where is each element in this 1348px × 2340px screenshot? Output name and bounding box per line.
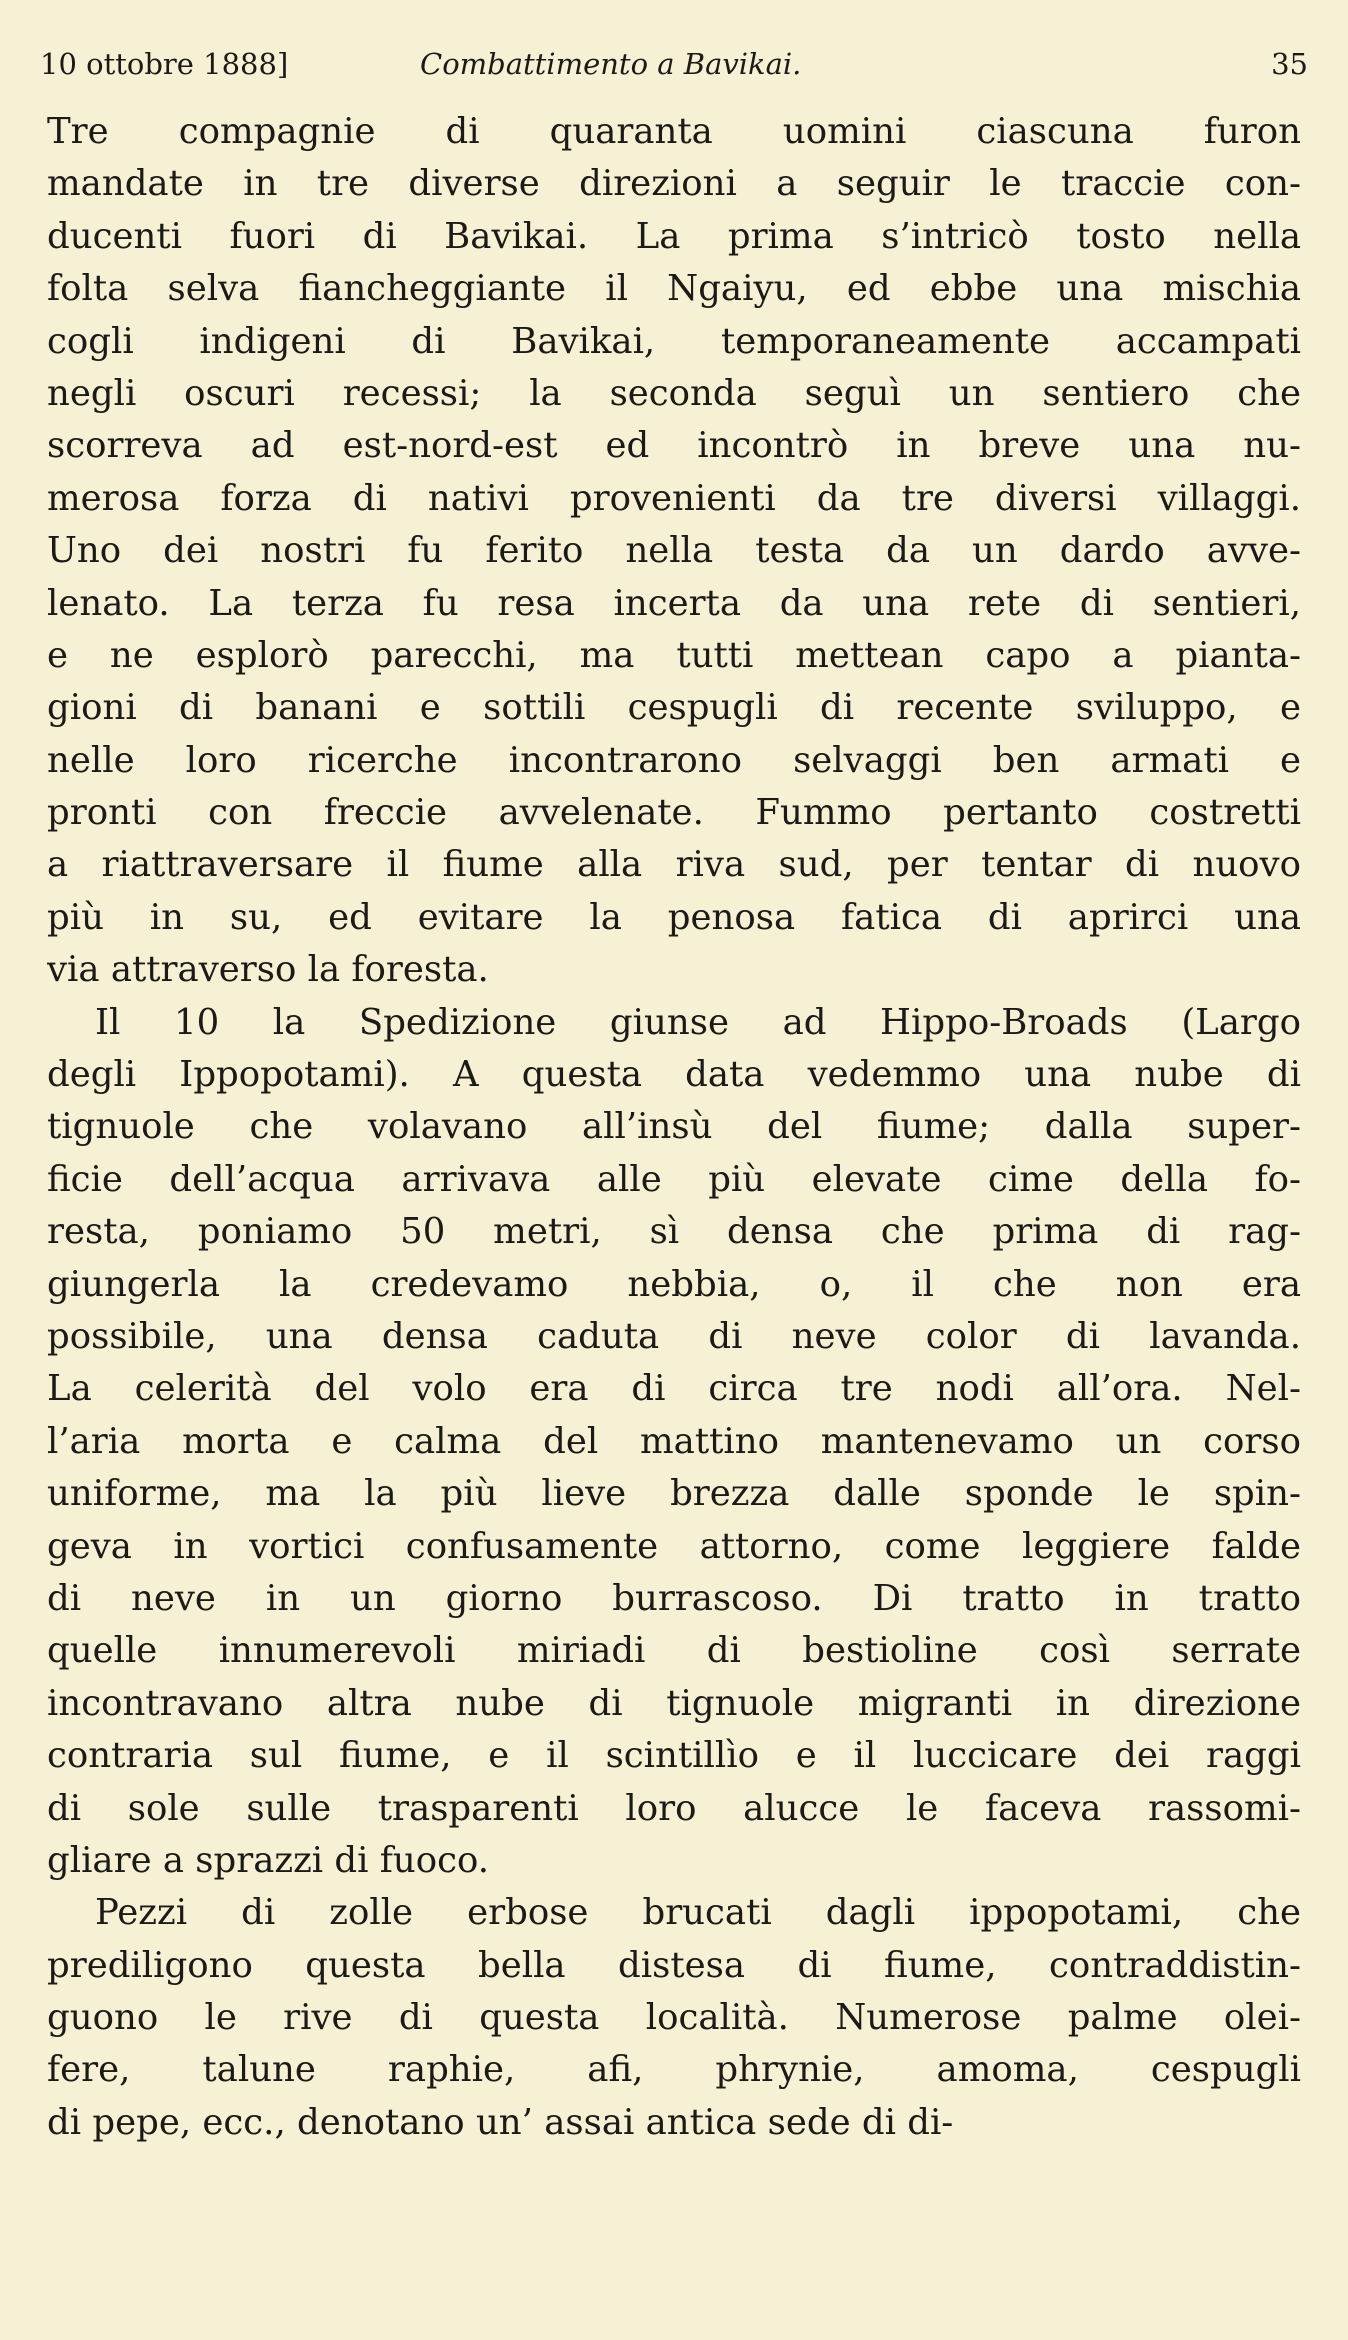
header-date: 10 ottobre 1888]	[40, 47, 289, 81]
text-line: guono le rive di questa località. Numerose palme olei-	[47, 1997, 1301, 2039]
text-line: ficie dell’acqua arrivava alle più elevate cime della fo-	[47, 1158, 1301, 1200]
text-line: scorreva ad est-nord-est ed incontrò in breve una nu-	[47, 425, 1301, 467]
paragraph-2	[47, 997, 1301, 1888]
paragraph-1	[47, 106, 1301, 997]
text-line: contraria sul fiume, e il scintillìo e il luccicare dei raggi	[47, 1735, 1301, 1777]
text-line: mandate in tre diverse direzioni a seguir le traccie con-	[47, 163, 1301, 205]
text-line: Tre compagnie di quaranta uomini ciascuna furon	[47, 111, 1301, 152]
text-line: incontravano altra nube di tignuole migranti in direzione	[47, 1682, 1301, 1724]
text-line: cogli indigeni di Bavikai, temporaneamente accampati	[47, 320, 1301, 362]
text-line: prediligono questa bella distesa di fiume, contraddistin-	[47, 1944, 1301, 1986]
text-line: e ne esplorò parecchi, ma tutti mettean capo a pianta-	[47, 634, 1301, 676]
text-line: giungerla la credevamo nebbia, o, il che non era	[47, 1263, 1301, 1305]
body-text	[47, 106, 1301, 2149]
paragraph-3	[47, 1887, 1301, 2149]
text-line: gliare a sprazzi di fuoco.	[47, 1839, 490, 1881]
text-line: tignuole che volavano all’insù del fiume; dalla super-	[47, 1106, 1301, 1148]
text-line: di neve in un giorno burrascoso. Di tratto in tratto	[47, 1577, 1301, 1619]
page-number: 35	[1271, 47, 1308, 81]
text-line: ducenti fuori di Bavikai. La prima s’intricò tosto nella	[47, 215, 1301, 257]
text-line: Uno dei nostri fu ferito nella testa da un dardo avve-	[47, 530, 1301, 572]
text-line: resta, poniamo 50 metri, sì densa che prima di rag-	[47, 1211, 1301, 1253]
text-line: La celerità del volo era di circa tre nodi all’ora. Nel-	[47, 1368, 1301, 1410]
header-title: Combattimento a Bavikai.	[420, 47, 802, 81]
text-line: pronti con freccie avvelenate. Fummo pertanto costretti	[47, 792, 1301, 834]
text-line: via attraverso la foresta.	[47, 949, 489, 991]
text-line: lenato. La terza fu resa incerta da una rete di sentieri,	[47, 582, 1301, 624]
text-line: possibile, una densa caduta di neve color di lavanda.	[47, 1315, 1301, 1357]
text-line: Il 10 la Spedizione giunse ad Hippo-Broads (Largo	[95, 1001, 1301, 1043]
text-line: gioni di banani e sottili cespugli di recente sviluppo, e	[47, 687, 1301, 729]
text-line: nelle loro ricerche incontrarono selvaggi ben armati e	[47, 739, 1301, 781]
text-line: merosa forza di nativi provenienti da tre diversi villaggi.	[47, 477, 1301, 519]
text-line: di sole sulle trasparenti loro alucce le faceva rassomi-	[47, 1787, 1301, 1829]
running-head	[40, 44, 1308, 84]
text-line: folta selva fiancheggiante il Ngaiyu, ed ebbe una mischia	[47, 268, 1301, 310]
text-line: a riattraversare il fiume alla riva sud, per tentar di nuovo	[47, 844, 1301, 886]
text-line: negli oscuri recessi; la seconda seguì un sentiero che	[47, 372, 1301, 414]
text-line: di pepe, ecc., denotano un’ assai antica sede di di-	[47, 2101, 954, 2143]
text-line: l’aria morta e calma del mattino mantenevamo un corso	[47, 1420, 1301, 1462]
text-line: Pezzi di zolle erbose brucati dagli ippopotami, che	[95, 1892, 1301, 1934]
text-line: degli Ippopotami). A questa data vedemmo una nube di	[47, 1054, 1301, 1096]
text-line: fere, talune raphie, afi, phrynie, amoma, cespugli	[47, 2049, 1301, 2091]
text-line: geva in vortici confusamente attorno, come leggiere falde	[47, 1525, 1301, 1567]
text-line: più in su, ed evitare la penosa fatica di aprirci una	[47, 896, 1301, 938]
text-line: uniforme, ma la più lieve brezza dalle sponde le spin-	[47, 1473, 1301, 1515]
text-line: quelle innumerevoli miriadi di bestioline così serrate	[47, 1630, 1301, 1672]
